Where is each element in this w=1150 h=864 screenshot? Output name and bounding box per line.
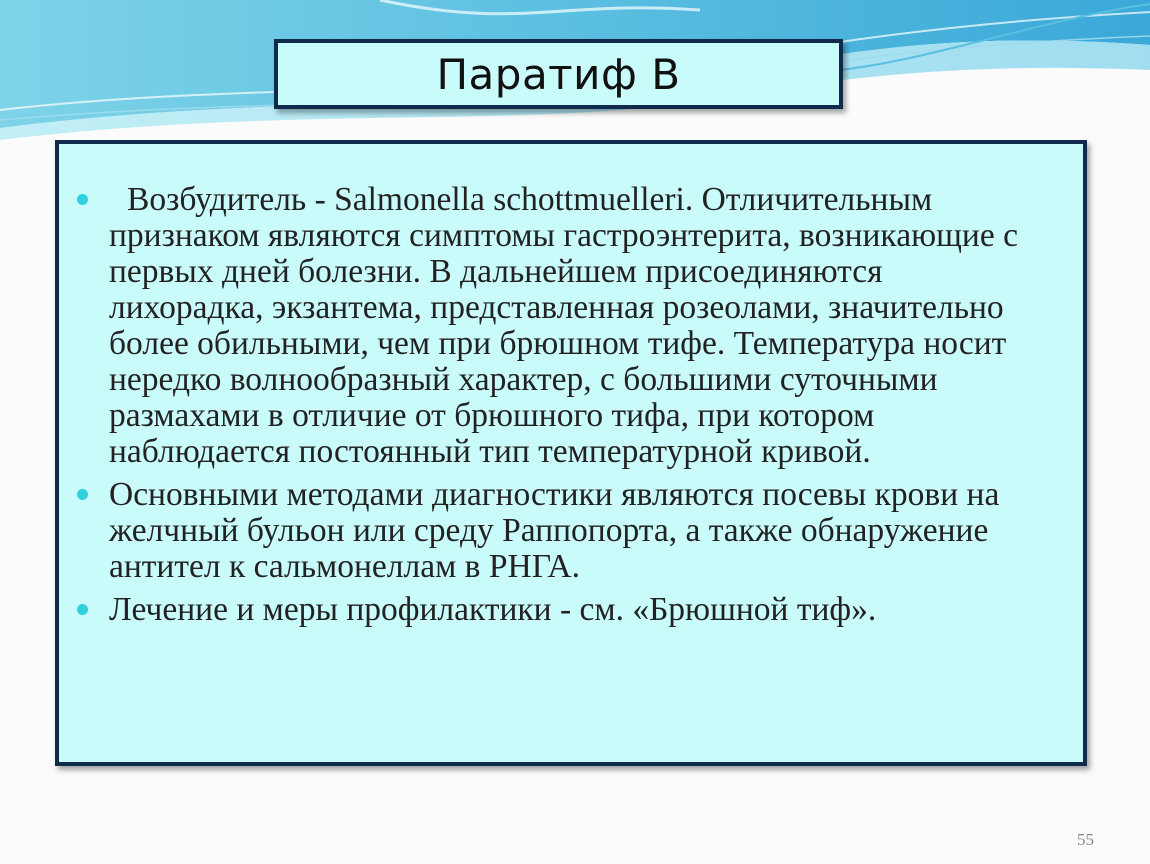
bullet-text: Лечение и меры профилактики - см. «Брюшной тиф». bbox=[109, 591, 877, 628]
title-box bbox=[274, 39, 843, 109]
bullet-dot-icon bbox=[77, 194, 88, 205]
bullet-dot-icon bbox=[77, 489, 88, 500]
page-number: 55 bbox=[1077, 830, 1094, 849]
bullet-item bbox=[77, 592, 1043, 628]
bullet-dot-icon bbox=[77, 604, 88, 615]
bullet-item bbox=[77, 477, 1043, 585]
bullet-list bbox=[59, 144, 1083, 628]
bullet-text: Возбудитель - Salmonella schottmuelleri. Отличительным признаком являются симптомы гастроэнтерита, возникающие с первых дней болезни. В дальнейшем присоединяются лихорадка, экзантема, представленная розеолами, значительно более обильными, чем при брюшном тифе. Температура носит нередко волнообразный характер, с большими суточными размахами в отличие от брюшного тифа, при котором наблюдается постоянный тип температурной кривой. bbox=[109, 181, 1018, 470]
bullet-item bbox=[77, 182, 1043, 470]
content-box bbox=[55, 140, 1087, 766]
bullet-text: Основными методами диагностики являются посевы крови на желчный бульон или среду Раппопорта, а также обнаружение антител к сальмонеллам в РНГА. bbox=[109, 476, 1000, 585]
slide-title: Паратиф В bbox=[436, 49, 681, 99]
